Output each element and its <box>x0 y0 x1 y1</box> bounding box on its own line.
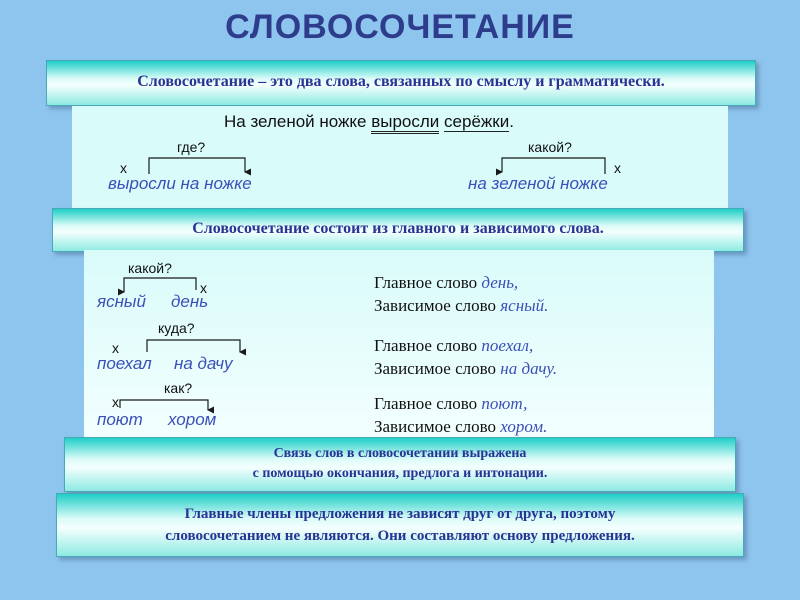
main-mark-2: х <box>614 160 621 176</box>
main-word-line-2: Главное слово поехал, <box>374 336 534 355</box>
question-label-3: какой? <box>128 260 172 276</box>
predicate-word: выросли <box>371 112 439 134</box>
main-word-1: день <box>171 292 209 311</box>
question-label-1: где? <box>177 139 206 155</box>
arrow-pair2 <box>502 158 605 174</box>
main-word-2: поехал <box>97 354 152 373</box>
dependent-word-2: на дачу <box>174 354 233 373</box>
definition-text: Словосочетание – это два слова, связанных по смыслу и грамматически. <box>137 73 665 90</box>
arrow-ex3 <box>120 400 208 410</box>
main-mark-1: х <box>120 160 127 176</box>
question-label-5: как? <box>164 380 193 396</box>
example-sentence: На зеленой ножке выросли серёжки. <box>224 112 514 132</box>
structure-text: Словосочетание состоит из главного и зависимого слова. <box>192 220 604 237</box>
dependent-word-line-2: Зависимое слово на дачу. <box>374 359 558 378</box>
dependent-word-line-3: Зависимое слово хором. <box>374 417 548 436</box>
question-label-2: какой? <box>528 139 572 155</box>
main-mark-3: х <box>200 280 207 296</box>
link-text-line2: с помощью окончания, предлога и интонации. <box>252 466 548 481</box>
phrase-2: на зеленой ножке <box>468 174 608 193</box>
dependent-word-3: хором <box>168 410 217 429</box>
note-text-line2: словосочетанием не являются. Они составляют основу предложения. <box>165 528 635 544</box>
question-label-4: куда? <box>158 320 195 336</box>
main-word-line-3: Главное слово поют, <box>374 394 528 413</box>
link-text-line1: Связь слов в словосочетании выражена <box>273 446 527 461</box>
phrase-1: выросли на ножке <box>108 174 252 193</box>
arrow-ex1 <box>124 278 196 292</box>
main-word-3: поют <box>97 410 143 429</box>
arrow-ex2 <box>147 340 240 352</box>
main-mark-5: х <box>112 394 119 410</box>
arrow-pair1 <box>149 158 245 174</box>
note-text-line1: Главные члены предложения не зависят друг от друга, поэтому <box>184 506 616 522</box>
dependent-word-line-1: Зависимое слово ясный. <box>374 296 549 315</box>
dependent-word-1: ясный <box>97 292 146 311</box>
main-mark-4: х <box>112 340 119 356</box>
subject-word: серёжки <box>444 112 510 131</box>
main-word-line-1: Главное слово день, <box>374 273 519 292</box>
page-title: СЛОВОСОЧЕТАНИЕ <box>225 8 575 46</box>
